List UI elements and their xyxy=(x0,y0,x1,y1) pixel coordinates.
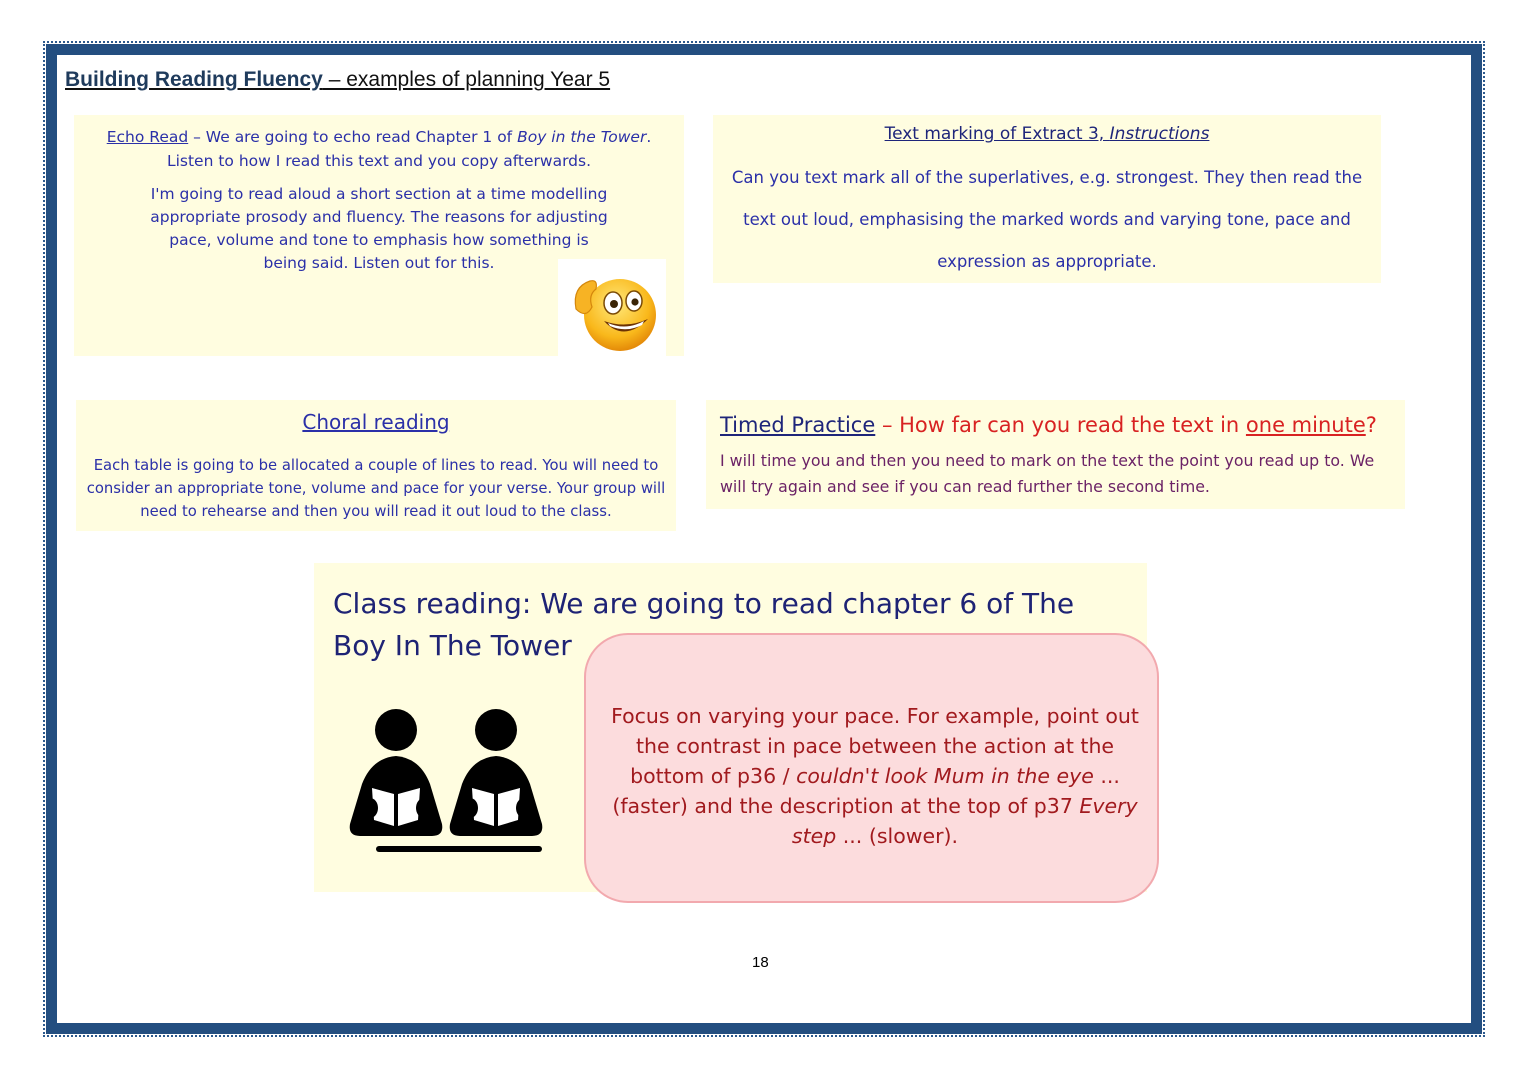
echo-book-title: Boy in the Tower xyxy=(517,128,647,146)
choral-title xyxy=(76,406,676,438)
echo-text2: . Listen to how I read this text and you copy afterwards. xyxy=(166,128,652,170)
focus-text-2: ... (faster) and the description at the top of p37 xyxy=(612,764,1120,818)
text-marking-card xyxy=(713,115,1381,283)
emoji-container xyxy=(558,259,666,356)
class-reading-card xyxy=(314,563,1147,892)
saluting-face-emoji xyxy=(568,273,658,353)
timed-dash: – xyxy=(875,413,900,437)
focus-note-box xyxy=(584,633,1159,903)
echo-body: I'm going to read aloud a short section at a time modelling appropriate prosody and fluency. The reasons for adjusting pace, volume and tone to emphasis how something is being said. Listen out for this. xyxy=(150,185,608,272)
focus-note-text xyxy=(610,701,1140,851)
focus-text-1: Focus on varying your pace. For example, point out the contrast in pace between the action at the bottom of p36 / xyxy=(611,704,1139,788)
heading-rest: – examples of planning Year 5 xyxy=(322,68,611,91)
textmark-title-text: Text marking of Extract 3, xyxy=(884,124,1110,144)
page-heading xyxy=(65,68,610,92)
choral-body: Each table is going to be allocated a couple of lines to read. You will need to consider an appropriate tone, volume and pace for your verse. Your group will need to rehearse and then you will read it out loud to the class. xyxy=(86,457,666,520)
timed-question: How far can you read the text in xyxy=(899,413,1246,437)
classread-title: Class reading: We are going to read chapter 6 of The Boy In The Tower xyxy=(333,587,1075,662)
echo-text1: – We are going to echo read Chapter 1 of xyxy=(188,128,518,146)
timed-emphasis: one minute xyxy=(1245,413,1366,437)
focus-italic-1: couldn't look Mum in the eye xyxy=(796,764,1094,788)
timed-body: I will time you and then you need to mark on the text the point you read up to. We will try again and see if you can read further the second time. xyxy=(720,451,1375,496)
echo-read-card xyxy=(74,115,684,356)
echo-intro xyxy=(88,125,670,173)
timed-label: Timed Practice xyxy=(720,413,876,437)
timed-qmark: ? xyxy=(1365,413,1377,437)
textmark-title xyxy=(713,119,1381,149)
textmark-title-italic: Instructions xyxy=(1109,124,1210,144)
choral-title-text: Choral reading xyxy=(302,410,450,434)
choral-reading-card xyxy=(76,400,676,531)
textmark-body: Can you text mark all of the superlatives, e.g. strongest. They then read the text out loud, emphasising the marked words and varying tone, pace and expression as appropriate. xyxy=(731,168,1363,271)
timed-practice-card xyxy=(706,400,1405,509)
focus-text-3: ... (slower). xyxy=(836,824,959,848)
echo-label: Echo Read xyxy=(106,128,189,146)
heading-bold: Building Reading Fluency xyxy=(65,68,323,91)
page-number: 18 xyxy=(752,954,769,971)
focus-italic-2: Every step xyxy=(791,794,1138,848)
timed-title xyxy=(720,408,1391,442)
two-readers-icon xyxy=(344,708,554,858)
